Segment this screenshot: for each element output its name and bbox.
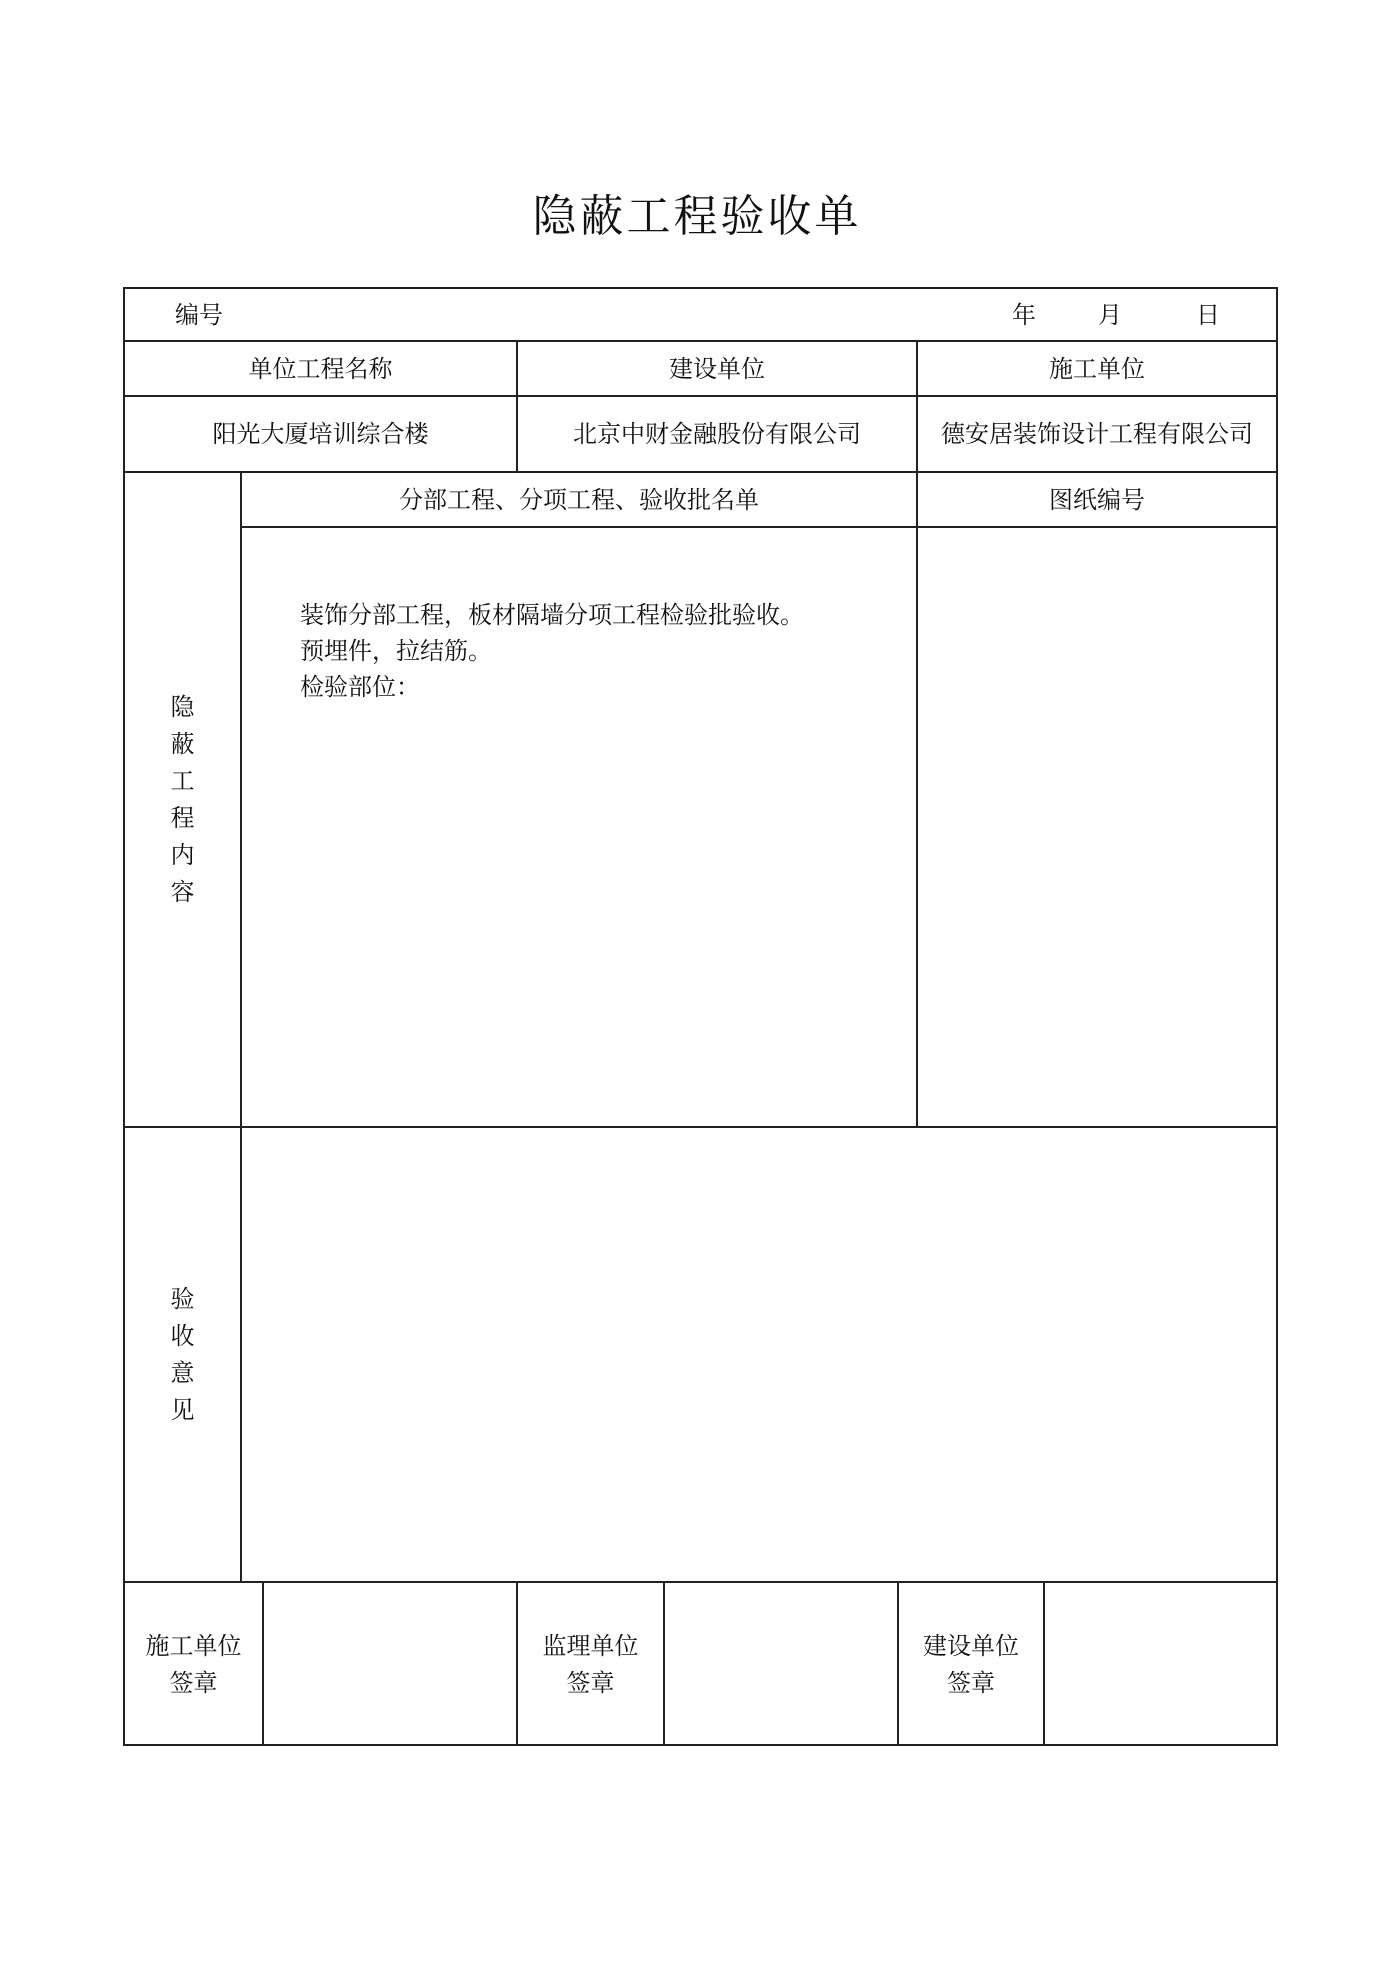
client-header: 建设单位 — [669, 354, 765, 383]
vertical-char: 隐 — [170, 692, 195, 721]
vertical-char: 工 — [170, 766, 195, 795]
content-line: 预埋件，拉结筋。 — [300, 637, 492, 665]
hidden-work-section-label — [125, 473, 240, 1126]
contractor-value: 德安居装饰设计工程有限公司 — [941, 420, 1253, 448]
vertical-char: 程 — [170, 803, 195, 832]
number-label: 编号 — [175, 300, 223, 329]
date-month-label: 月 — [1098, 300, 1122, 329]
signature-label-line: 签章 — [566, 1668, 615, 1697]
vertical-char: 见 — [170, 1395, 195, 1424]
column-divider — [240, 471, 242, 1583]
project-name-value: 阳光大厦培训综合楼 — [212, 420, 429, 448]
client-value: 北京中财金融股份有限公司 — [573, 420, 861, 448]
date-day-label: 日 — [1196, 300, 1220, 329]
signature-label-line: 签章 — [947, 1668, 995, 1697]
vertical-char: 验 — [170, 1284, 195, 1313]
vertical-char: 容 — [170, 877, 195, 906]
row-divider — [123, 1126, 1278, 1128]
contractor-signature-label — [125, 1583, 262, 1746]
signature-label-line: 施工单位 — [145, 1631, 242, 1660]
drawing-number-header: 图纸编号 — [1049, 485, 1145, 514]
signature-label-line: 监理单位 — [542, 1631, 639, 1660]
row-divider — [123, 1581, 1278, 1583]
content-line: 检验部位： — [300, 673, 420, 701]
column-divider — [663, 1581, 665, 1746]
signature-label-line: 签章 — [169, 1668, 218, 1697]
signature-label-line: 建设单位 — [923, 1631, 1019, 1660]
work-list-header: 分部工程、分项工程、验收批名单 — [399, 485, 759, 514]
vertical-char: 意 — [170, 1358, 195, 1387]
column-divider — [262, 1581, 264, 1746]
vertical-char: 蔽 — [170, 729, 195, 758]
vertical-char: 收 — [170, 1321, 195, 1350]
content-line: 装饰分部工程，板材隔墙分项工程检验批验收。 — [300, 601, 804, 629]
date-year-label: 年 — [1012, 300, 1036, 329]
vertical-char: 内 — [170, 840, 195, 869]
column-divider — [916, 340, 918, 1128]
project-name-header: 单位工程名称 — [248, 354, 393, 383]
client-signature-label — [899, 1583, 1043, 1746]
contractor-header: 施工单位 — [1049, 354, 1145, 383]
form-title: 隐蔽工程验收单 — [532, 191, 862, 242]
column-divider — [1043, 1581, 1045, 1746]
supervisor-signature-label — [518, 1583, 663, 1746]
hidden-work-content — [300, 597, 804, 705]
row-divider — [240, 526, 1278, 528]
acceptance-opinion-section-label — [125, 1128, 240, 1581]
